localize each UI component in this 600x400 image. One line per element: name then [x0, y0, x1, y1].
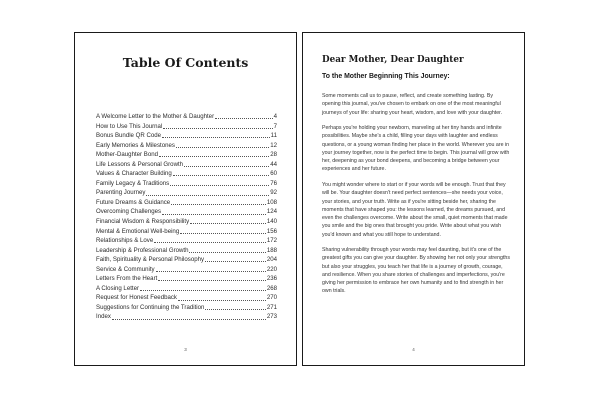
right-page	[302, 32, 525, 366]
toc-entry-page: 11	[270, 132, 277, 140]
toc-entry-label: Leadership & Professional Growth	[96, 246, 189, 254]
toc-entry	[96, 179, 277, 189]
toc-entry-label: Future Dreams & Guidance	[96, 198, 171, 206]
toc-leader-dots	[146, 195, 269, 196]
toc-entry-label: Family Legacy & Traditions	[96, 179, 170, 187]
toc-entry-page: 188	[266, 246, 277, 254]
toc-leader-dots	[178, 300, 266, 301]
toc-leader-dots	[112, 319, 266, 320]
toc-entry	[96, 160, 277, 170]
toc-leader-dots	[189, 252, 265, 253]
toc-entry-label: Parenting Journey	[96, 189, 146, 197]
toc-entry-page: 156	[266, 227, 277, 235]
letter-body	[322, 92, 512, 303]
toc-leader-dots	[205, 309, 265, 310]
toc-entry-page: 204	[266, 256, 277, 264]
left-page-number: 3	[184, 347, 187, 352]
toc-entry-page: 28	[270, 151, 277, 159]
toc-entry-page: 268	[266, 284, 277, 292]
toc-entry	[96, 274, 277, 284]
toc-leader-dots	[205, 261, 266, 262]
toc-entry-label: Relationships & Love	[96, 237, 154, 245]
toc-entry-page: 76	[270, 179, 277, 187]
toc-entry	[96, 198, 277, 208]
toc-entry	[96, 112, 277, 122]
toc-leader-dots	[171, 204, 266, 205]
toc-entry	[96, 265, 277, 275]
toc-entry-page: 140	[266, 218, 277, 226]
toc-entry-page: 236	[266, 275, 277, 283]
toc-entry	[96, 150, 277, 160]
toc-entry-label: Index	[96, 313, 111, 321]
toc-entry	[96, 141, 277, 151]
toc-title: Table Of Contents	[122, 55, 249, 70]
toc-entry	[96, 207, 277, 217]
toc-leader-dots	[190, 223, 266, 224]
toc-leader-dots	[158, 280, 266, 281]
toc-entry-label: Financial Wisdom & Responsibility	[96, 218, 190, 226]
toc-entry-label: Bonus Bundle QR Code	[96, 132, 162, 140]
letter-paragraph: Perhaps you're holding your newborn, marveling at her tiny hands and infinite possibilities. Maybe she's a child, filling your days with laughter and endless questions, or a young woman finding her place in the world. Wherever you are in your journey together, now is the perfect time to begin. This journal will grow with her, deepening as your bond deepens, and becoming a bridge between your experiences and her future.	[322, 125, 510, 173]
toc-leader-dots	[170, 185, 269, 186]
toc-entry-label: A Closing Letter	[96, 284, 140, 292]
toc-entry-label: Faith, Spirituality & Personal Philosophy	[96, 256, 205, 264]
toc-entry-label: Mental & Emotional Well-being	[96, 227, 180, 235]
toc-entry-page: 60	[270, 170, 277, 178]
toc-entry-label: Service & Community	[96, 265, 155, 273]
toc-entry-page: 108	[266, 198, 277, 206]
toc-entry-page: 7	[273, 122, 277, 130]
toc-entry	[96, 188, 277, 198]
toc-entry-label: Mother-Daughter Bond	[96, 151, 158, 159]
toc-entry-page: 273	[266, 313, 277, 321]
toc-leader-dots	[173, 175, 269, 176]
toc-entry-label: Request for Honest Feedback	[96, 294, 177, 302]
toc-entry-page: 124	[266, 208, 277, 216]
letter-paragraph: Sharing vulnerability through your words may feel daunting, but it's one of the greatest gifts you can give your daughter. By showing her not only your strengths but also your struggles, you teach her that life is a journey of growth, courage, and resilience. When you share stories of challenges and imperfections, you're giving her permission to embrace her own humanity and to find strength in her own trials.	[322, 247, 510, 295]
letter-paragraph: Some moments call us to pause, reflect, and create something lasting. By opening this journal, you've chosen to embark on one of the most meaningful journeys of your life: sharing your heart, wisdom, and love with your daughter.	[322, 93, 503, 116]
toc-leader-dots	[176, 147, 269, 148]
toc-entry	[96, 255, 277, 265]
toc-entry-label: Suggestions for Continuing the Tradition	[96, 303, 205, 311]
toc-entry-page: 271	[266, 303, 277, 311]
toc-entry	[96, 122, 277, 132]
toc-entry	[96, 246, 277, 256]
toc-entry-label: Overcoming Challenges	[96, 208, 162, 216]
right-page-number: 4	[412, 347, 415, 352]
toc-entry-page: 12	[270, 141, 277, 149]
toc-leader-dots	[180, 233, 266, 234]
toc-leader-dots	[184, 166, 269, 167]
toc-entry-page: 220	[266, 265, 277, 273]
toc-entry-label: Values & Character Building	[96, 170, 172, 178]
toc-leader-dots	[215, 118, 273, 119]
toc-entry	[96, 236, 277, 246]
toc-leader-dots	[140, 290, 266, 291]
toc-entry-label: Letters From the Heart	[96, 275, 158, 283]
toc-leader-dots	[154, 242, 266, 243]
left-page	[74, 32, 297, 366]
toc-entry-label: Life Lessons & Personal Growth	[96, 160, 184, 168]
toc-entry	[96, 312, 277, 322]
toc-entry-label: A Welcome Letter to the Mother & Daughter	[96, 113, 215, 120]
letter-title: Dear Mother, Dear Daughter	[322, 55, 464, 65]
toc-entry-page: 92	[270, 189, 277, 197]
letter-paragraph: You might wonder where to start or if your words will be enough. Trust that they will be. Your daughter doesn't need perfect sentences—she needs your voice, your stories, and your truth. Write as if you're sitting beside her, sharing the moments that have shaped you: the lessons learned, the dreams pursued, and even the challenges overcome. Write about the small, quiet moments that made you smile and the big ones that brought you pride. Write about what you wish you'd known and what you still hope to understand.	[322, 182, 508, 238]
toc-entry	[96, 293, 277, 303]
toc-entry	[96, 131, 277, 141]
toc-entry	[96, 169, 277, 179]
toc-leader-dots	[162, 137, 270, 138]
toc-leader-dots	[156, 271, 266, 272]
toc-entry-page: 4	[273, 113, 277, 120]
toc-entry-page: 44	[270, 160, 277, 168]
toc-entry-label: Early Memories & Milestones	[96, 141, 175, 149]
toc-entry-page: 172	[266, 237, 277, 245]
toc-entry	[96, 284, 277, 294]
letter-subtitle: To the Mother Beginning This Journey:	[322, 73, 450, 80]
toc-entry-page: 270	[266, 294, 277, 302]
toc-leader-dots	[162, 214, 266, 215]
toc-leader-dots	[163, 128, 272, 129]
toc-entry-label: How to Use This Journal	[96, 122, 163, 130]
toc-entry	[96, 217, 277, 227]
toc-leader-dots	[159, 156, 269, 157]
toc-entry	[96, 303, 277, 313]
toc-entry	[96, 227, 277, 237]
toc-list	[96, 112, 277, 322]
